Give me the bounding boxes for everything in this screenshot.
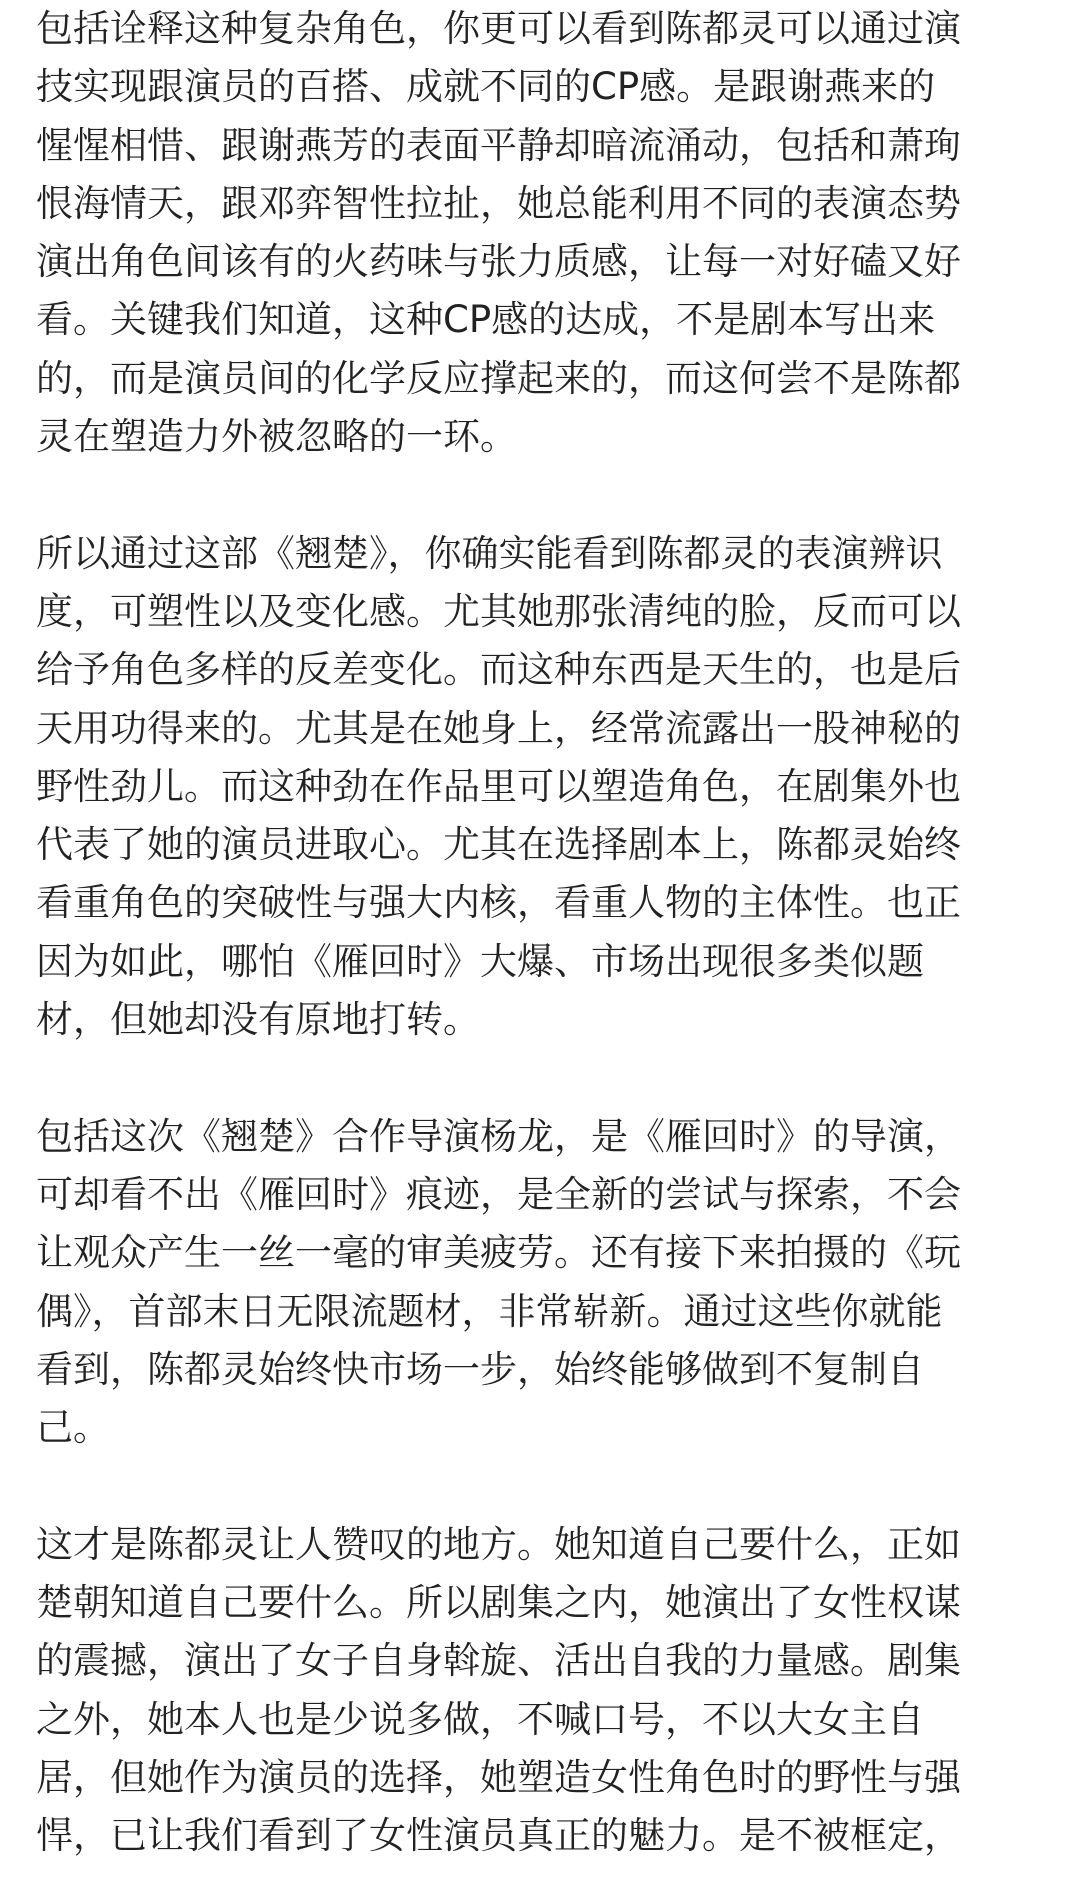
text-line: 包括这次《翘楚》合作导演杨龙，是《雁回时》的导演， [36, 1114, 961, 1158]
text-line: 惺惺相惜、跟谢燕芳的表面平静却暗流涌动，包括和萧珣 [36, 123, 961, 167]
article-body [36, 0, 1046, 1866]
text-line: 看。关键我们知道，这种CP感的达成，不是剧本写出来 [36, 298, 936, 342]
text-line: 技实现跟演员的百搭、成就不同的CP感。是跟谢燕来的 [36, 65, 936, 109]
text-line: 的震撼，演出了女子自身斡旋、活出自我的力量感。剧集 [36, 1639, 961, 1683]
text-line: 己。 [36, 1406, 110, 1450]
text-line: 给予角色多样的反差变化。而这种东西是天生的，也是后 [36, 648, 961, 692]
text-line: 看重角色的突破性与强大内核，看重人物的主体性。也正 [36, 881, 961, 925]
text-line: 所以通过这部《翘楚》，你确实能看到陈都灵的表演辨识 [36, 531, 943, 575]
text-line: 灵在塑造力外被忽略的一环。 [36, 415, 517, 459]
paragraph-spacer [36, 466, 1046, 524]
text-line: 包括诠释这种复杂角色，你更可以看到陈都灵可以通过演 [36, 7, 961, 50]
text-line: 演出角色间该有的火药味与张力质感，让每一对好磕又好 [36, 240, 961, 284]
text-line: 让观众产生一丝一毫的审美疲劳。还有接下来拍摄的《玩 [36, 1231, 961, 1275]
text-line: 材，但她却没有原地打转。 [36, 998, 480, 1042]
paragraph-2 [36, 525, 1046, 1050]
text-line: 悍，已让我们看到了女性演员真正的魅力。是不被框定， [36, 1814, 961, 1858]
text-line: 度，可塑性以及变化感。尤其她那张清纯的脸，反而可以 [36, 589, 961, 633]
text-line: 代表了她的演员进取心。尤其在选择剧本上，陈都灵始终 [36, 823, 961, 867]
text-line: 这才是陈都灵让人赞叹的地方。她知道自己要什么，正如 [36, 1522, 961, 1566]
text-line: 恨海情天，跟邓弈智性拉扯，她总能利用不同的表演态势 [36, 181, 961, 225]
text-line: 的，而是演员间的化学反应撑起来的，而这何尝不是陈都 [36, 356, 961, 400]
paragraph-4 [36, 1516, 1046, 1866]
paragraph-1 [36, 0, 1046, 466]
text-line: 居，但她作为演员的选择，她塑造女性角色时的野性与强 [36, 1755, 961, 1799]
paragraph-spacer [36, 1049, 1046, 1107]
text-line: 天用功得来的。尤其是在她身上，经常流露出一股神秘的 [36, 706, 961, 750]
text-line: 因为如此，哪怕《雁回时》大爆、市场出现很多类似题 [36, 939, 924, 983]
text-line: 偶》，首部末日无限流题材，非常崭新。通过这些你就能 [36, 1289, 943, 1333]
bottom-fade [0, 1868, 1080, 1898]
text-line: 可却看不出《雁回时》痕迹，是全新的尝试与探索，不会 [36, 1172, 961, 1216]
paragraph-3 [36, 1108, 1046, 1458]
text-line: 看到，陈都灵始终快市场一步，始终能够做到不复制自 [36, 1347, 924, 1391]
text-line: 之外，她本人也是少说多做，不喊口号，不以大女主自 [36, 1697, 924, 1741]
text-line: 野性劲儿。而这种劲在作品里可以塑造角色，在剧集外也 [36, 764, 961, 808]
paragraph-spacer [36, 1457, 1046, 1515]
text-line: 楚朝知道自己要什么。所以剧集之内，她演出了女性权谋 [36, 1581, 961, 1625]
